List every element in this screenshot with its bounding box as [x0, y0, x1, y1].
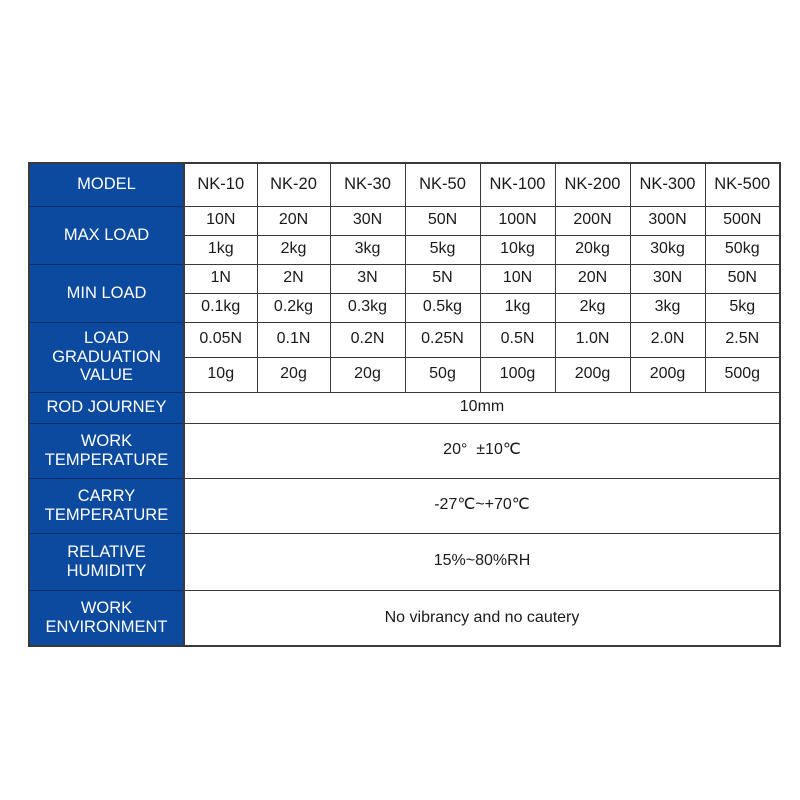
graduation-g-cell: 100g — [480, 357, 555, 392]
label-load-graduation — [29, 322, 184, 392]
row-carry-temperature — [29, 478, 780, 533]
label-line: RELATIVE — [67, 542, 146, 561]
graduation-n-cell: 0.2N — [330, 322, 405, 357]
max-load-n-cell: 20N — [257, 206, 330, 235]
row-work-temperature — [29, 423, 780, 478]
graduation-n-cell: 0.1N — [257, 322, 330, 357]
row-min-load-n — [29, 264, 780, 293]
max-load-kg-cell: 30kg — [630, 235, 705, 264]
graduation-n-cell: 2.0N — [630, 322, 705, 357]
model-cell: NK-200 — [555, 163, 630, 206]
model-cell: NK-50 — [405, 163, 480, 206]
min-load-kg-cell: 2kg — [555, 293, 630, 322]
graduation-n-cell: 2.5N — [705, 322, 780, 357]
graduation-g-cell: 200g — [630, 357, 705, 392]
graduation-g-cell: 200g — [555, 357, 630, 392]
label-work-temperature — [29, 423, 184, 478]
label-line: LOAD — [84, 328, 129, 347]
max-load-kg-cell: 3kg — [330, 235, 405, 264]
graduation-g-cell: 20g — [257, 357, 330, 392]
max-load-kg-cell: 1kg — [184, 235, 257, 264]
min-load-n-cell: 1N — [184, 264, 257, 293]
min-load-n-cell: 5N — [405, 264, 480, 293]
model-cell: NK-100 — [480, 163, 555, 206]
label-line: TEMPERATURE — [44, 450, 169, 469]
label-carry-temperature — [29, 478, 184, 533]
work-environment-value: No vibrancy and no cautery — [184, 590, 780, 646]
label-max-load: MAX LOAD — [29, 206, 184, 264]
model-cell: NK-20 — [257, 163, 330, 206]
row-relative-humidity — [29, 533, 780, 590]
max-load-n-cell: 50N — [405, 206, 480, 235]
model-cell: NK-30 — [330, 163, 405, 206]
spec-table — [28, 162, 781, 647]
max-load-kg-cell: 2kg — [257, 235, 330, 264]
min-load-kg-cell: 0.5kg — [405, 293, 480, 322]
row-max-load-n — [29, 206, 780, 235]
row-graduation-n — [29, 322, 780, 357]
graduation-g-cell: 10g — [184, 357, 257, 392]
graduation-n-cell: 0.25N — [405, 322, 480, 357]
max-load-kg-cell: 20kg — [555, 235, 630, 264]
max-load-kg-cell: 5kg — [405, 235, 480, 264]
label-line: WORK — [80, 431, 133, 450]
min-load-n-cell: 10N — [480, 264, 555, 293]
max-load-n-cell: 10N — [184, 206, 257, 235]
max-load-n-cell: 100N — [480, 206, 555, 235]
min-load-n-cell: 20N — [555, 264, 630, 293]
max-load-n-cell: 200N — [555, 206, 630, 235]
rod-journey-value: 10mm — [184, 392, 780, 423]
max-load-n-cell: 500N — [705, 206, 780, 235]
min-load-n-cell: 30N — [630, 264, 705, 293]
min-load-n-cell: 3N — [330, 264, 405, 293]
label-line: ENVIRONMENT — [45, 617, 168, 636]
carry-temperature-value: -27℃~+70℃ — [184, 478, 780, 533]
max-load-kg-cell: 50kg — [705, 235, 780, 264]
label-rod-journey: ROD JOURNEY — [29, 392, 184, 423]
relative-humidity-value: 15%~80%RH — [184, 533, 780, 590]
label-min-load: MIN LOAD — [29, 264, 184, 322]
graduation-n-cell: 1.0N — [555, 322, 630, 357]
graduation-n-cell: 0.5N — [480, 322, 555, 357]
min-load-n-cell: 50N — [705, 264, 780, 293]
model-cell: NK-300 — [630, 163, 705, 206]
min-load-kg-cell: 0.3kg — [330, 293, 405, 322]
min-load-n-cell: 2N — [257, 264, 330, 293]
label-line: GRADUATION — [52, 347, 161, 366]
label-line: VALUE — [80, 366, 133, 385]
graduation-g-cell: 500g — [705, 357, 780, 392]
label-work-environment — [29, 590, 184, 646]
min-load-kg-cell: 0.2kg — [257, 293, 330, 322]
label-line: HUMIDITY — [66, 561, 147, 580]
label-line: WORK — [80, 598, 133, 617]
model-cell: NK-10 — [184, 163, 257, 206]
model-cell: NK-500 — [705, 163, 780, 206]
graduation-n-cell: 0.05N — [184, 322, 257, 357]
row-work-environment — [29, 590, 780, 646]
max-load-n-cell: 300N — [630, 206, 705, 235]
label-model: MODEL — [29, 163, 184, 206]
graduation-g-cell: 20g — [330, 357, 405, 392]
min-load-kg-cell: 5kg — [705, 293, 780, 322]
max-load-n-cell: 30N — [330, 206, 405, 235]
row-rod-journey — [29, 392, 780, 423]
min-load-kg-cell: 3kg — [630, 293, 705, 322]
min-load-kg-cell: 1kg — [480, 293, 555, 322]
row-model — [29, 163, 780, 206]
work-temperature-value: 20° ±10℃ — [184, 423, 780, 478]
min-load-kg-cell: 0.1kg — [184, 293, 257, 322]
label-line: CARRY — [77, 486, 136, 505]
graduation-g-cell: 50g — [405, 357, 480, 392]
max-load-kg-cell: 10kg — [480, 235, 555, 264]
label-line: TEMPERATURE — [44, 505, 169, 524]
label-relative-humidity — [29, 533, 184, 590]
